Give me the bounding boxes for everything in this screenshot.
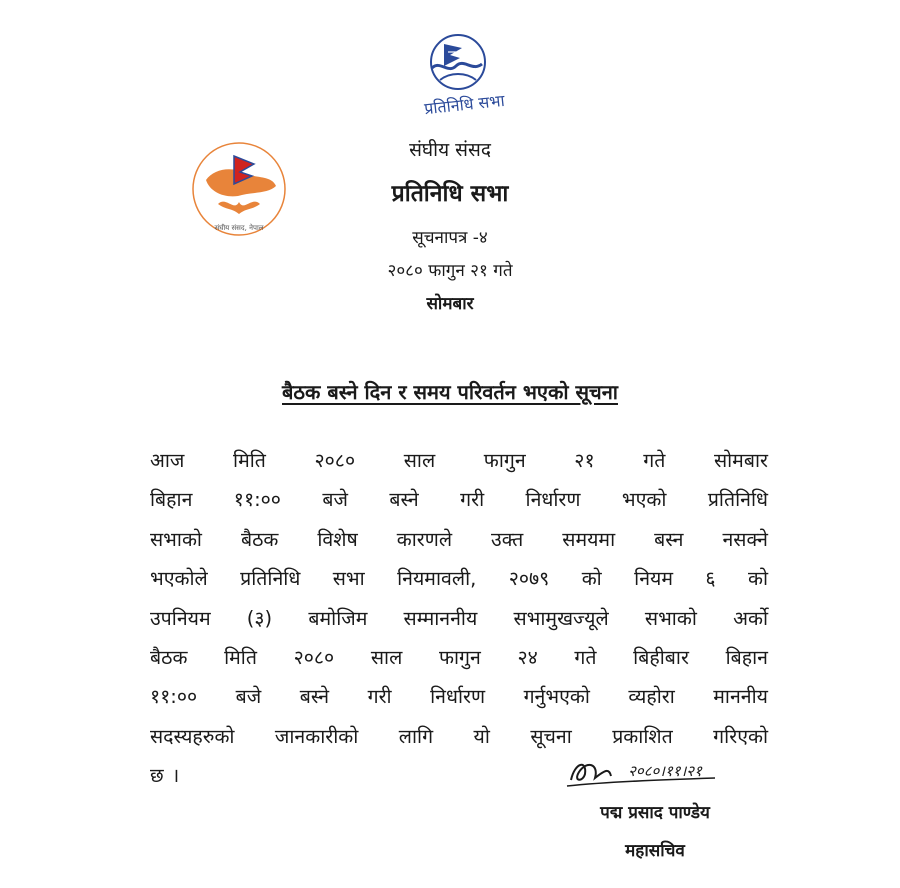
body-line: बिहान ११:०० बजे बस्ने गरी निर्धारण भएको प्रतिनिधि: [150, 488, 768, 512]
signature-mark: [565, 752, 735, 792]
signer-title: महासचिव: [625, 841, 685, 861]
body-line: ११:०० बजे बस्ने गरी निर्धारण गर्नुभएको व्यहोरा माननीय: [150, 685, 768, 709]
parliament-heading: संघीय संसद: [409, 139, 491, 161]
notice-title: [0, 378, 900, 405]
notice-day: सोमबार: [426, 294, 474, 314]
house-heading: प्रतिनिधि सभा: [391, 181, 509, 207]
notice-body: [150, 441, 768, 796]
signer-name: पद्म प्रसाद पाण्डेय: [600, 803, 710, 823]
body-line: सभाको बैठक विशेष कारणले उक्त समयमा बस्न नसक्ने: [150, 527, 768, 551]
house-emblem-logo: [410, 22, 520, 122]
body-line: छ ।: [150, 764, 180, 788]
body-line: आज मिति २०८० साल फागुन २१ गते सोमबार: [150, 449, 768, 472]
top-logo-text: प्रतिनिधि सभा: [423, 90, 506, 119]
body-line: बैठक मिति २०८० साल फागुन २४ गते बिहीबार बिहान: [150, 645, 768, 669]
left-logo-text: संघीय संसद, नेपाल: [214, 224, 264, 232]
signature-date: २०८०।११।२१: [628, 762, 702, 780]
body-line: सदस्यहरुको जानकारीको लागि यो सूचना प्रकाशित गरिएको: [150, 724, 768, 748]
body-line: उपनियम (३) बमोजिम सम्माननीय सभामुखज्यूले सभाको अर्को: [150, 606, 768, 630]
body-line: भएकोले प्रतिनिधि सभा नियमावली, २०७९ को नियम ६ को: [150, 567, 768, 591]
notice-title-text: बैठक बस्ने दिन र समय परिवर्तन भएको सूचना: [282, 380, 618, 404]
notice-number: सूचनापत्र -४: [412, 228, 488, 248]
notice-date: २०८० फागुन २१ गते: [387, 261, 513, 281]
